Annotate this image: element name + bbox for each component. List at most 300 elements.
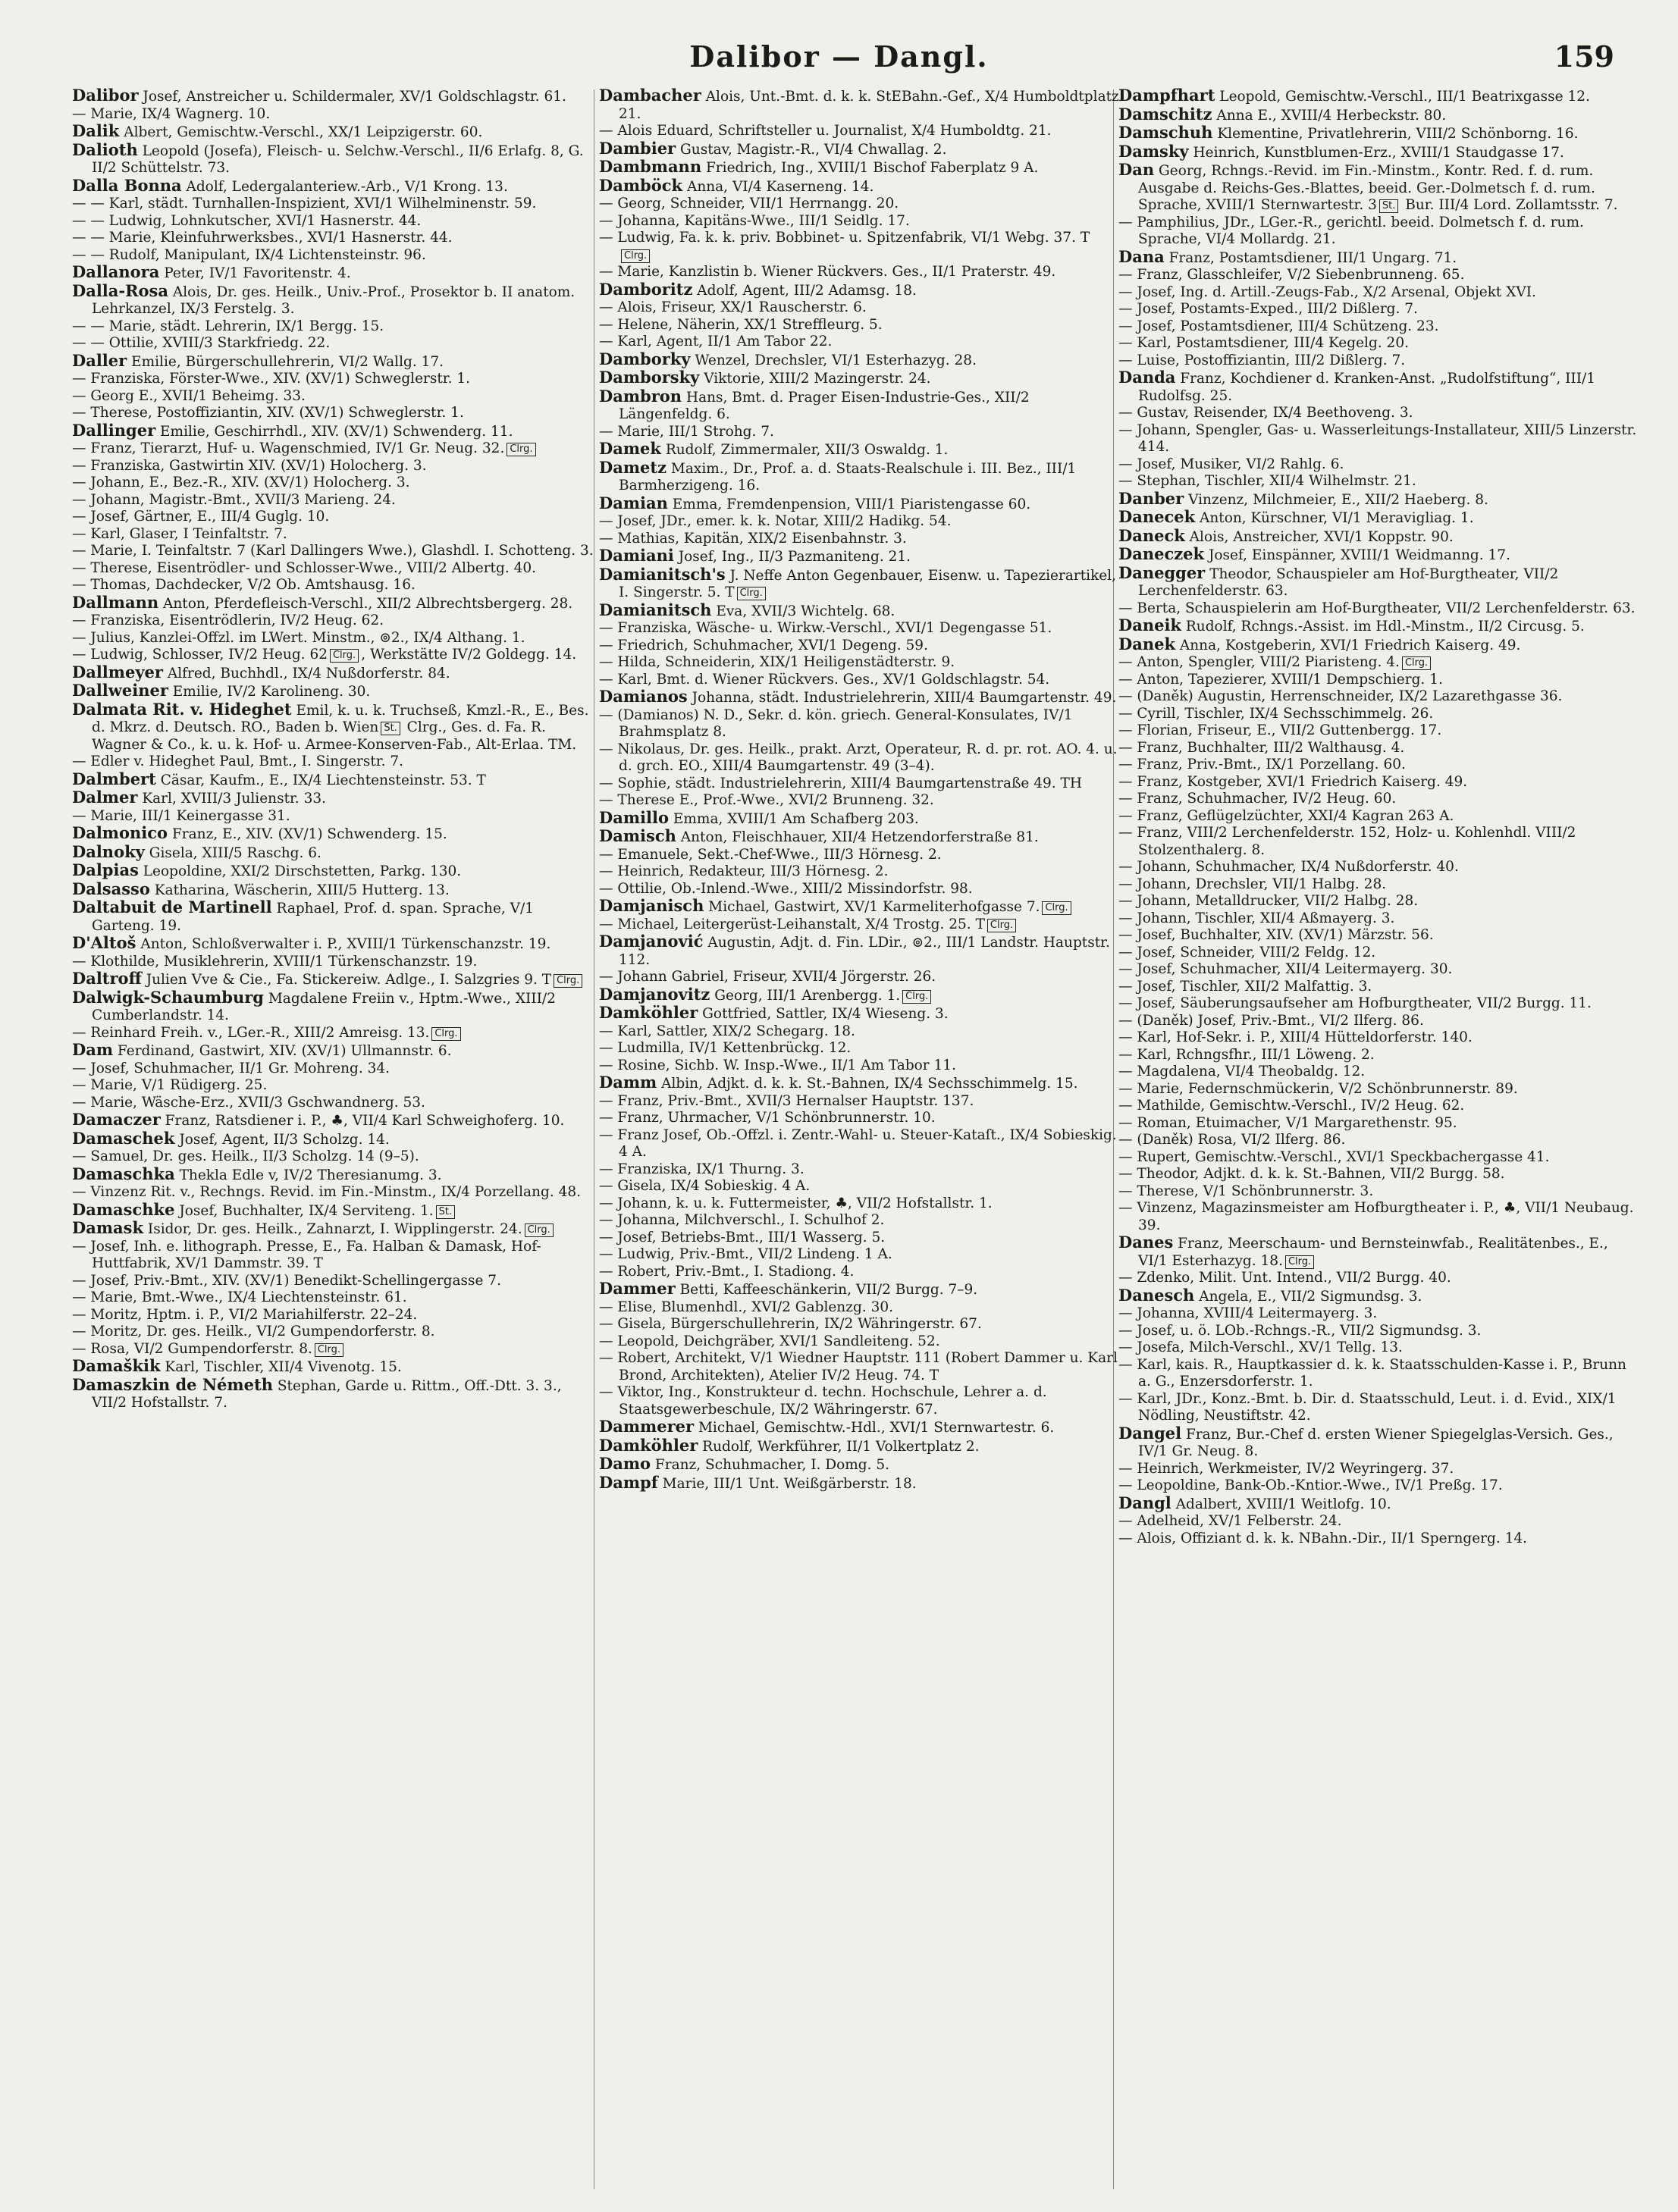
entry-text: Heinrich, Kunstblumen-Erz., XVIII/1 Staudgasse 17. [1188, 144, 1564, 161]
entry-text: — — Marie, städt. Lehrerin, IX/1 Bergg. 15. [72, 318, 384, 334]
directory-subentry [599, 213, 1122, 230]
entry-text: — Magdalena, VI/4 Theobaldg. 12. [1118, 1064, 1366, 1079]
directory-subentry [72, 1307, 595, 1324]
entry-text: Karl, Tischler, XII/4 Vivenotg. 15. [160, 1359, 402, 1375]
entry-surname: Danesch [1118, 1285, 1195, 1305]
entry-text: — (Damianos) N. D., Sekr. d. kön. griech. General-Konsulates, IV/1 Brahmsplatz 8. [599, 707, 1073, 740]
entry-surname: Dalmata Rit. v. Hideghet [72, 699, 292, 719]
entry-surname: Dammer [599, 1279, 676, 1298]
directory-subentry [1118, 1513, 1642, 1531]
entry-text: Hans, Bmt. d. Prager Eisen-Industrie-Ges., XII/2 Längenfeldg. 6. [619, 389, 1030, 422]
entry-text: — Josef, Tischler, XII/2 Malfattig. 3. [1118, 978, 1372, 995]
directory-subentry [1118, 1305, 1642, 1323]
entry-surname: Dam [72, 1040, 114, 1059]
entry-surname: Dambier [599, 138, 676, 158]
entry-text: — Michael, Leitergerüst-Leihanstalt, X/4 Trostg. 25. T [599, 916, 985, 932]
directory-entry [599, 158, 1122, 177]
entry-surname: Damiani [599, 546, 674, 565]
directory-subentry [1118, 876, 1642, 894]
entry-text: — — Rudolf, Manipulant, IX/4 Lichtensteinstr. 96. [72, 246, 426, 263]
entry-text: — Franz, Buchhalter, III/2 Walthausg. 4. [1118, 739, 1405, 756]
entry-text: — (Daněk) Augustin, Herrenschneider, IX/2 Lazarethgasse 36. [1118, 688, 1563, 704]
entry-surname: Damm [599, 1073, 657, 1092]
directory-column-1 [72, 87, 595, 2195]
entry-text: — Franz, Priv.-Bmt., XVII/3 Hernalser Hauptstr. 137. [599, 1092, 974, 1109]
directory-entry [599, 440, 1122, 459]
entry-text: — — Ludwig, Lohnkutscher, XVI/1 Hasnerstr. 44. [72, 212, 422, 229]
entry-surname: Dalwigk-Schaumburg [72, 987, 264, 1007]
entry-text: — Josef, Schuhmacher, XII/4 Leitermayerg. 30. [1118, 961, 1453, 977]
entry-badge: Clrg. [987, 919, 1016, 932]
entry-surname: Daneczek [1118, 544, 1205, 563]
entry-text: — Johann, k. u. k. Futtermeister, ♣, VII/2 Hofstallstr. 1. [599, 1195, 993, 1211]
entry-text-continued: Clrg., Ges. d. Fa. R. Wagner & Co., k. u. k. Hof- u. Armee-Konserven-Fab., Alt-Erlaa. TM. [92, 719, 577, 753]
directory-entry [72, 701, 595, 754]
entry-text: — Alois, Friseur, XX/1 Rauscherstr. 6. [599, 299, 867, 315]
entry-text: Emil, k. u. k. Truchseß, Kmzl.-R., E., Bes. d. Mkrz. d. Deutsch. RO., Baden b. Wien [92, 702, 589, 735]
entry-text: Eva, XVII/3 Wichtelg. 68. [711, 603, 895, 619]
directory-entry [599, 87, 1122, 123]
directory-subentry [72, 577, 595, 594]
directory-entry [1118, 161, 1642, 215]
directory-entry [599, 688, 1122, 707]
entry-text: — Josef, Priv.-Bmt., XIV. (XV/1) Benedikt-Schellingergasse 7. [72, 1272, 501, 1289]
directory-subentry [599, 1350, 1122, 1384]
entry-text: Betti, Kaffeeschänkerin, VII/2 Burgg. 7–9. [675, 1282, 978, 1298]
directory-entry [72, 989, 595, 1025]
entry-surname: D'Altoš [72, 933, 136, 952]
entry-surname: Damianitsch [599, 600, 712, 619]
entry-text: Franz, Ratsdiener i. P., ♣, VII/4 Karl Schweighoferg. 10. [160, 1113, 565, 1129]
directory-subentry [599, 531, 1122, 548]
entry-surname: Dambron [599, 386, 682, 406]
directory-subentry [599, 264, 1122, 281]
entry-text: — Johanna, Milchverschl., I. Schulhof 2. [599, 1212, 885, 1228]
directory-entry [72, 789, 595, 808]
directory-subentry [1118, 1357, 1642, 1391]
entry-text: Gisela, XIII/5 Raschg. 6. [144, 844, 321, 861]
entry-surname: Damek [599, 439, 661, 458]
directory-subentry [599, 1161, 1122, 1179]
entry-surname: Damböck [599, 175, 683, 195]
entry-text: Alois, Anstreicher, XVI/1 Koppstr. 90. [1184, 528, 1454, 545]
entry-surname: Dallinger [72, 420, 156, 440]
directory-entry [599, 1455, 1122, 1474]
directory-subentry [599, 1316, 1122, 1333]
directory-entry [1118, 369, 1642, 405]
entry-surname: Damillo [599, 807, 669, 827]
entry-text: — Marie, III/1 Keinergasse 31. [72, 807, 290, 824]
entry-surname: Daneik [1118, 616, 1181, 634]
directory-entry [599, 602, 1122, 621]
entry-surname: Dalmer [72, 788, 138, 807]
directory-subentry [72, 954, 595, 971]
entry-text: — Johann Gabriel, Friseur, XVII/4 Jörgerstr. 26. [599, 969, 936, 985]
directory-subentry [72, 213, 595, 230]
entry-surname: Danek [1118, 634, 1175, 653]
entry-text: Emilie, Bürgerschullehrerin, VI/2 Wallg. 17. [127, 353, 444, 370]
directory-subentry [599, 1299, 1122, 1317]
directory-subentry [1118, 1013, 1642, 1030]
directory-subentry [1118, 774, 1642, 791]
entry-text: — Luise, Postoffiziantin, III/2 Dißlerg. 7. [1118, 352, 1406, 368]
directory-subentry [1118, 335, 1642, 352]
entry-badge: Clrg. [525, 1223, 554, 1237]
directory-subentry [599, 863, 1122, 881]
entry-text: — Johann, Metalldrucker, VII/2 Halbg. 28. [1118, 893, 1419, 909]
entry-text: — Franz, Uhrmacher, V/1 Schönbrunnerstr. 10. [599, 1110, 936, 1126]
directory-subentry [72, 630, 595, 647]
directory-entry [72, 594, 595, 613]
directory-subentry [72, 475, 595, 492]
entry-text: Klementine, Privatlehrerin, VIII/2 Schönborng. 16. [1212, 126, 1579, 142]
directory-subentry [1118, 1477, 1642, 1495]
entry-text: Anton, Schloßverwalter i. P., XVIII/1 Türkenschanzstr. 19. [136, 936, 551, 952]
entry-text: — Rosa, VI/2 Gumpendorferstr. 8. [72, 1340, 312, 1357]
directory-subentry [1118, 945, 1642, 962]
entry-surname: Danecek [1118, 507, 1196, 526]
directory-subentry [1118, 706, 1642, 723]
entry-text: Adolf, Ledergalanteriew.-Arb., V/1 Krong. 13. [181, 178, 508, 195]
entry-text: Georg, III/1 Arenbergg. 1. [710, 987, 901, 1004]
directory-entry [72, 1111, 595, 1130]
directory-subentry [72, 405, 595, 422]
directory-subentry [72, 440, 595, 458]
directory-subentry [1118, 740, 1642, 757]
entry-text: J. Neffe Anton Gegenbauer, Eisenw. u. Tapezierartikel, I. Singerstr. 5. T [619, 567, 1117, 600]
entry-text: Anton, Pferdefleisch-Verschl., XII/2 Albrechtsbergerg. 28. [158, 595, 573, 612]
entry-surname: Damaszkin de Németh [72, 1374, 273, 1394]
directory-subentry [72, 1061, 595, 1078]
entry-surname: Daller [72, 350, 127, 370]
entry-surname: Dalmonico [72, 823, 168, 842]
directory-subentry [1118, 267, 1642, 284]
entry-surname: Dambmann [599, 157, 702, 176]
entry-text: Franz, Schuhmacher, I. Domg. 5. [651, 1457, 890, 1473]
entry-surname: Daneck [1118, 525, 1185, 545]
directory-subentry [1118, 473, 1642, 490]
entry-text: — Karl, Rchngsfhr., III/1 Löweng. 2. [1118, 1046, 1375, 1063]
directory-entry [72, 970, 595, 989]
directory-entry [72, 177, 595, 196]
directory-entry [599, 369, 1122, 388]
entry-text: — Therese, V/1 Schönbrunnerstr. 3. [1118, 1183, 1374, 1199]
running-title: Dalibor — Dangl. [689, 39, 989, 74]
directory-subentry [72, 754, 595, 771]
entry-badge: Clrg. [431, 1027, 460, 1041]
entry-text: Anna, VI/4 Kaserneng. 14. [682, 178, 874, 195]
entry-text: Albert, Gemischtw.-Verschl., XX/1 Leipzigerstr. 60. [119, 124, 483, 140]
entry-badge: St. [381, 722, 400, 735]
entry-text: — Pamphilius, JDr., LGer.-R., gerichtl. beeid. Dolmetsch f. d. rum. Sprache, VI/4 Mollardg. 21. [1118, 214, 1584, 247]
entry-text: — Karl, kais. R., Hauptkassier d. k. k. Staatsschulden-Kasse i. P., Brunn a. G., Enzersdorferstr. 1. [1118, 1356, 1626, 1390]
directory-subentry [599, 123, 1122, 140]
directory-subentry [72, 1148, 595, 1166]
entry-text: — Robert, Architekt, V/1 Wiedner Hauptstr. 111 (Robert Dammer u. Karl Brond, Architekten), Atelier IV/2 Heug. 74. T [599, 1350, 1118, 1383]
entry-surname: Damjanović [599, 932, 704, 951]
entry-text: Emilie, IV/2 Karolineng. 30. [168, 684, 371, 700]
directory-subentry [599, 1212, 1122, 1230]
entry-badge: St. [436, 1205, 455, 1219]
directory-subentry [72, 1095, 595, 1112]
entry-text: — Robert, Priv.-Bmt., I. Stadiong. 4. [599, 1263, 855, 1280]
entry-text: — Emanuele, Sekt.-Chef-Wwe., III/3 Hörnesg. 2. [599, 846, 942, 863]
directory-entry [72, 422, 595, 441]
directory-subentry [599, 1264, 1122, 1281]
entry-text: Marie, III/1 Unt. Weißgärberstr. 18. [657, 1475, 917, 1492]
entry-surname: Dalmbert [72, 769, 156, 788]
directory-entry [72, 139, 595, 177]
directory-subentry [599, 881, 1122, 898]
entry-surname: Damaczer [72, 1110, 161, 1129]
directory-entry [72, 1220, 595, 1239]
directory-entry [1118, 1287, 1642, 1306]
directory-subentry [72, 196, 595, 213]
directory-subentry [72, 1239, 595, 1273]
entry-text: Franz, Postamtsdiener, III/1 Ungarg. 71. [1164, 249, 1457, 266]
directory-entry [599, 807, 1122, 829]
directory-entry [1118, 1495, 1642, 1514]
entry-text: — Thomas, Dachdecker, V/2 Ob. Amtshausg. 16. [72, 577, 416, 593]
entry-text: — Rosine, Sichb. W. Insp.-Wwe., II/1 Am Tabor 11. [599, 1057, 956, 1073]
entry-surname: Damschuh [1118, 123, 1213, 142]
entry-text: Stephan, Garde u. Rittm., Off.-Dtt. 3. 3., VII/2 Hofstallstr. 7. [92, 1377, 562, 1411]
directory-entry [72, 1042, 595, 1061]
entry-text: — Theodor, Adjkt. d. k. k. St.-Bahnen, VII/2 Burgg. 58. [1118, 1166, 1505, 1182]
directory-entry [1118, 546, 1642, 565]
entry-text: Emma, Fremdenpension, VIII/1 Piaristengasse 60. [667, 496, 1031, 512]
entry-surname: Dan [1118, 160, 1155, 179]
directory-entry [72, 862, 595, 881]
directory-entry [599, 547, 1122, 566]
entry-text: Karl, XVIII/3 Julienstr. 33. [137, 791, 326, 807]
entry-text: — Vinzenz, Magazinsmeister am Hofburgtheater i. P., ♣, VII/1 Neubaug. 39. [1118, 1200, 1634, 1233]
entry-text: Josef, Agent, II/3 Scholzg. 14. [174, 1131, 390, 1148]
entry-surname: Dalnoky [72, 841, 145, 861]
directory-subentry [1118, 791, 1642, 808]
entry-text: — Georg, Schneider, VII/1 Herrnangg. 20. [599, 196, 899, 211]
entry-text: Leopold (Josefa), Fleisch- u. Selchw.-Verschl., II/6 Erlafg. 8, G. II/2 Schüttelstr. 73. [92, 143, 584, 176]
entry-badge: Clrg. [330, 649, 359, 663]
directory-subentry [1118, 859, 1642, 876]
entry-text: — Leopoldine, Bank-Ob.-Kntior.-Wwe., IV/1 Preßg. 17. [1118, 1477, 1503, 1493]
directory-subentry [599, 1246, 1122, 1264]
directory-subentry [599, 741, 1122, 775]
directory-subentry [1118, 215, 1642, 249]
entry-text: — Zdenko, Milit. Unt. Intend., VII/2 Burgg. 40. [1118, 1270, 1451, 1286]
entry-surname: Dampf [599, 1472, 658, 1492]
directory-subentry [599, 299, 1122, 317]
entry-text: — Karl, Bmt. d. Wiener Rückvers. Ges., XV/1 Goldschlagstr. 54. [599, 671, 1050, 688]
entry-surname: Damaschke [72, 1199, 175, 1219]
directory-entry [599, 986, 1122, 1005]
entry-surname: Damask [72, 1218, 144, 1237]
entry-text: Franz, E., XIV. (XV/1) Schwenderg. 15. [168, 826, 447, 842]
entry-badge: Clrg. [621, 249, 650, 263]
entry-text: Anna E., XVIII/4 Herbeckstr. 80. [1212, 107, 1447, 124]
directory-subentry [599, 1333, 1122, 1351]
directory-entry [599, 1280, 1122, 1299]
entry-surname: Damaškik [72, 1356, 161, 1375]
entry-badge: Clrg. [315, 1343, 343, 1357]
entry-badge: Clrg. [1285, 1255, 1314, 1269]
entry-text: — Marie, Federnschmückerin, V/2 Schönbrunnerstr. 89. [1118, 1080, 1518, 1097]
entry-text: — Franziska, Eisentrödlerin, IV/2 Heug. 62. [72, 613, 384, 628]
entry-surname: Dallmeyer [72, 662, 163, 681]
entry-text: — Mathias, Kapitän, XIX/2 Eisenbahnstr. 3. [599, 530, 907, 547]
entry-surname: Dampfhart [1118, 87, 1215, 105]
entry-text: Adalbert, XVIII/1 Weitlofg. 10. [1171, 1496, 1391, 1512]
entry-text: Isidor, Dr. ges. Heilk., Zahnarzt, I. Wipplingerstr. 24. [143, 1221, 522, 1237]
entry-text: Anna, Kostgeberin, XVI/1 Friedrich Kaiserg. 49. [1175, 637, 1521, 653]
entry-text: — Karl, Hof-Sekr. i. P., XIII/4 Hütteldorferstr. 140. [1118, 1029, 1473, 1045]
entry-text: — Johann, Schuhmacher, IX/4 Nußdorferstr. 40. [1118, 859, 1459, 875]
entry-text: Friedrich, Ing., XVIII/1 Bischof Faberplatz 9 A. [701, 160, 1039, 176]
entry-text: Georg, Rchngs.-Revid. im Fin.-Minstm., Kontr. Red. f. d. rum. Ausgabe d. Reichs-Ges.-Blattes, beeid. Ger.-Dolmetsch f. d. rum. Sprache, XVIII/1 Sternwartestr. 3 [1138, 163, 1595, 213]
entry-surname: Damboritz [599, 279, 693, 299]
entry-text: — Josef, u. ö. LOb.-Rchngs.-R., VII/2 Sigmundsg. 3. [1118, 1322, 1482, 1339]
entry-text: — Josef, Postamtsdiener, III/4 Schützeng. 23. [1118, 318, 1439, 334]
directory-subentry [72, 509, 595, 526]
directory-entry [599, 1474, 1122, 1493]
entry-surname: Danes [1118, 1233, 1174, 1252]
entry-text: — Julius, Kanzlei-Offzl. im LWert. Minstm., ⊚2., IX/4 Althang. 1. [72, 629, 525, 646]
entry-text: — Marie, I. Teinfaltstr. 7 (Karl Dallingers Wwe.), Glashdl. I. Schotteng. 3. [72, 543, 594, 559]
entry-text: — Rupert, Gemischtw.-Verschl., XVI/1 Speckbachergasse 41. [1118, 1148, 1550, 1165]
directory-subentry [1118, 722, 1642, 740]
entry-badge: Clrg. [1042, 901, 1071, 915]
entry-surname: Damborsky [599, 368, 700, 387]
entry-surname: Dalibor [72, 87, 139, 105]
entry-text: — Franz, VIII/2 Lerchenfelderstr. 152, Holz- u. Kohlenhdl. VIII/2 Stolzenthalerg. 8. [1118, 825, 1576, 858]
directory-entry [599, 177, 1122, 196]
entry-text: — Franziska, Gastwirtin XIV. (XV/1) Holocherg. 3. [72, 457, 427, 474]
directory-entry [599, 1004, 1122, 1023]
entry-text: — Franz, Glasschleifer, V/2 Siebenbrunneng. 65. [1118, 267, 1465, 283]
directory-entry [72, 87, 595, 106]
entry-surname: Damaschek [72, 1128, 175, 1148]
entry-text: Emma, XVIII/1 Am Schafberg 203. [668, 810, 919, 827]
entry-text: Augustin, Adjt. d. Fin. LDir., ⊚2., III/1 Landstr. Hauptstr. 112. [619, 935, 1110, 968]
entry-text: — Vinzenz Rit. v., Rechngs. Revid. im Fin.-Minstm., IX/4 Porzellang. 48. [72, 1184, 582, 1200]
entry-text: Maxim., Dr., Prof. a. d. Staats-Realschule i. III. Bez., III/1 Barmherzigeng. 16. [619, 460, 1077, 493]
entry-text: Theodor, Schauspieler am Hof-Burgtheater, VII/2 Lerchenfelderstr. 63. [1138, 566, 1559, 599]
entry-surname: Damian [599, 493, 668, 512]
entry-text: — Josef, Inh. e. lithograph. Presse, E., Fa. Halban & Damask, Hof-Huttfabrik, XV/1 Dammstr. 39. T [72, 1238, 541, 1271]
directory-subentry [1118, 672, 1642, 689]
entry-text: Alois, Unt.-Bmt. d. k. k. StEBahn.-Gef., X/4 Humboldtplatz 21. [619, 89, 1119, 122]
entry-text: — Marie, III/1 Strohg. 7. [599, 423, 774, 440]
entry-surname: Dalpias [72, 860, 139, 879]
directory-entry [72, 1130, 595, 1149]
directory-subentry [1118, 1461, 1642, 1478]
directory-entry [72, 682, 595, 701]
directory-subentry [1118, 318, 1642, 336]
directory-subentry [72, 106, 595, 124]
entry-text: — — Ottilie, XVIII/3 Starkfriedg. 22. [72, 335, 331, 351]
entry-text: — Josef, Musiker, VI/2 Rahlg. 6. [1118, 456, 1344, 472]
directory-subentry [599, 620, 1122, 638]
entry-text: — Johann, Spengler, Gas- u. Wasserleitungs-Installateur, XIII/5 Linzerstr. 414. [1118, 421, 1637, 455]
entry-text: Josef, Buchhalter, IX/4 Serviteng. 1. [174, 1202, 434, 1219]
entry-text: — Mathilde, Gemischtw.-Verschl., IV/2 Heug. 62. [1118, 1098, 1465, 1114]
entry-text: Gottfried, Sattler, IX/4 Wieseng. 3. [698, 1006, 949, 1022]
entry-surname: Dallweiner [72, 681, 168, 700]
entry-surname: Damjanisch [599, 896, 704, 915]
directory-entry [1118, 525, 1642, 547]
directory-subentry [599, 1040, 1122, 1057]
entry-text: — Gustav, Reisender, IX/4 Beethoveng. 3. [1118, 405, 1413, 421]
directory-entry [72, 1199, 595, 1220]
directory-subentry [72, 1341, 595, 1358]
directory-subentry [72, 247, 595, 265]
directory-subentry [72, 1077, 595, 1095]
directory-entry [1118, 509, 1642, 528]
entry-text: Julien Vve & Cie., Fa. Stickereiw. Adlge., I. Salzgries 9. T [141, 972, 552, 988]
entry-surname: Dangel [1118, 1423, 1182, 1443]
entry-text: — Anton, Spengler, VIII/2 Piaristeng. 4. [1118, 654, 1400, 670]
directory-subentry [1118, 808, 1642, 826]
entry-text: — Alois, Offiziant d. k. k. NBahn.-Dir., II/1 Sperngerg. 14. [1118, 1530, 1528, 1546]
entry-badge: Clrg. [1402, 656, 1431, 670]
directory-entry [599, 1074, 1122, 1093]
entry-text: — Therese E., Prof.-Wwe., XVI/2 Brunneng. 32. [599, 792, 934, 808]
entry-surname: Dana [1118, 246, 1165, 266]
entry-text: Franz, Kochdiener d. Kranken-Anst. „Rudolfstiftung“, III/1 Rudolfsg. 25. [1138, 371, 1596, 404]
entry-text: — Johann, Tischler, XII/4 Aßmayerg. 3. [1118, 910, 1395, 926]
entry-text: — Georg E., XVII/1 Beheimg. 33. [72, 387, 306, 404]
entry-surname: Dametz [599, 457, 667, 477]
entry-text: — Marie, IX/4 Wagnerg. 10. [72, 105, 271, 122]
entry-text: — Franz, Priv.-Bmt., IX/1 Porzellang. 60. [1118, 757, 1406, 772]
directory-entry [1118, 246, 1642, 268]
directory-entry [1118, 617, 1642, 636]
entry-badge: Clrg. [507, 443, 535, 456]
entry-text: — Alois Eduard, Schriftsteller u. Journalist, X/4 Humboldtg. 21. [599, 123, 1052, 139]
entry-text: Peter, IV/1 Favoritenstr. 4. [159, 265, 351, 281]
entry-surname: Dalsasso [72, 879, 150, 898]
directory-subentry [1118, 1200, 1642, 1234]
entry-text: — Josef, JDr., emer. k. k. Notar, XIII/2 Hadikg. 54. [599, 513, 952, 529]
entry-text: Franz, Bur.-Chef d. ersten Wiener Spiegelglas-Versich. Ges., IV/1 Gr. Neug. 8. [1138, 1426, 1614, 1459]
entry-text: Rudolf, Werkführer, II/1 Volkertplatz 2. [698, 1438, 980, 1455]
entry-surname: Damisch [599, 826, 676, 845]
directory-entry [599, 351, 1122, 370]
entry-text: — Heinrich, Redakteur, III/3 Hörnesg. 2. [599, 863, 889, 879]
entry-text: — Karl, Postamtsdiener, III/4 Kegelg. 20. [1118, 335, 1409, 351]
directory-subentry [599, 707, 1122, 741]
directory-subentry [72, 1025, 595, 1042]
directory-subentry [599, 513, 1122, 531]
directory-subentry [599, 424, 1122, 441]
entry-text: — Ludwig, Priv.-Bmt., VII/2 Lindeng. 1 A. [599, 1246, 892, 1262]
entry-surname: Danegger [1118, 562, 1206, 582]
directory-entry [599, 898, 1122, 916]
entry-text: — Marie, Bmt.-Wwe., IX/4 Liechtensteinstr. 61. [72, 1289, 407, 1305]
entry-text: — Karl, Agent, II/1 Am Tabor 22. [599, 334, 833, 349]
directory-subentry [1118, 405, 1642, 422]
entry-text: Gustav, Magistr.-R., VI/4 Chwallag. 2. [676, 141, 947, 158]
entry-text: Josef, Ing., II/3 Pazmaniteng. 21. [673, 549, 911, 565]
entry-text: — Josef, Postamts-Exped., III/2 Dißlerg. 7. [1118, 301, 1418, 317]
entry-surname: Daltabuit de Martinell [72, 898, 272, 916]
entry-text: — Josef, Säuberungsaufseher am Hofburgtheater, VII/2 Burgg. 11. [1118, 995, 1592, 1011]
directory-subentry [599, 1023, 1122, 1041]
page-number: 159 [1554, 39, 1614, 74]
directory-subentry [72, 1273, 595, 1290]
directory-subentry [1118, 893, 1642, 910]
entry-text-continued: Bur. III/4 Lord. Zollamtsstr. 7. [1400, 197, 1618, 213]
